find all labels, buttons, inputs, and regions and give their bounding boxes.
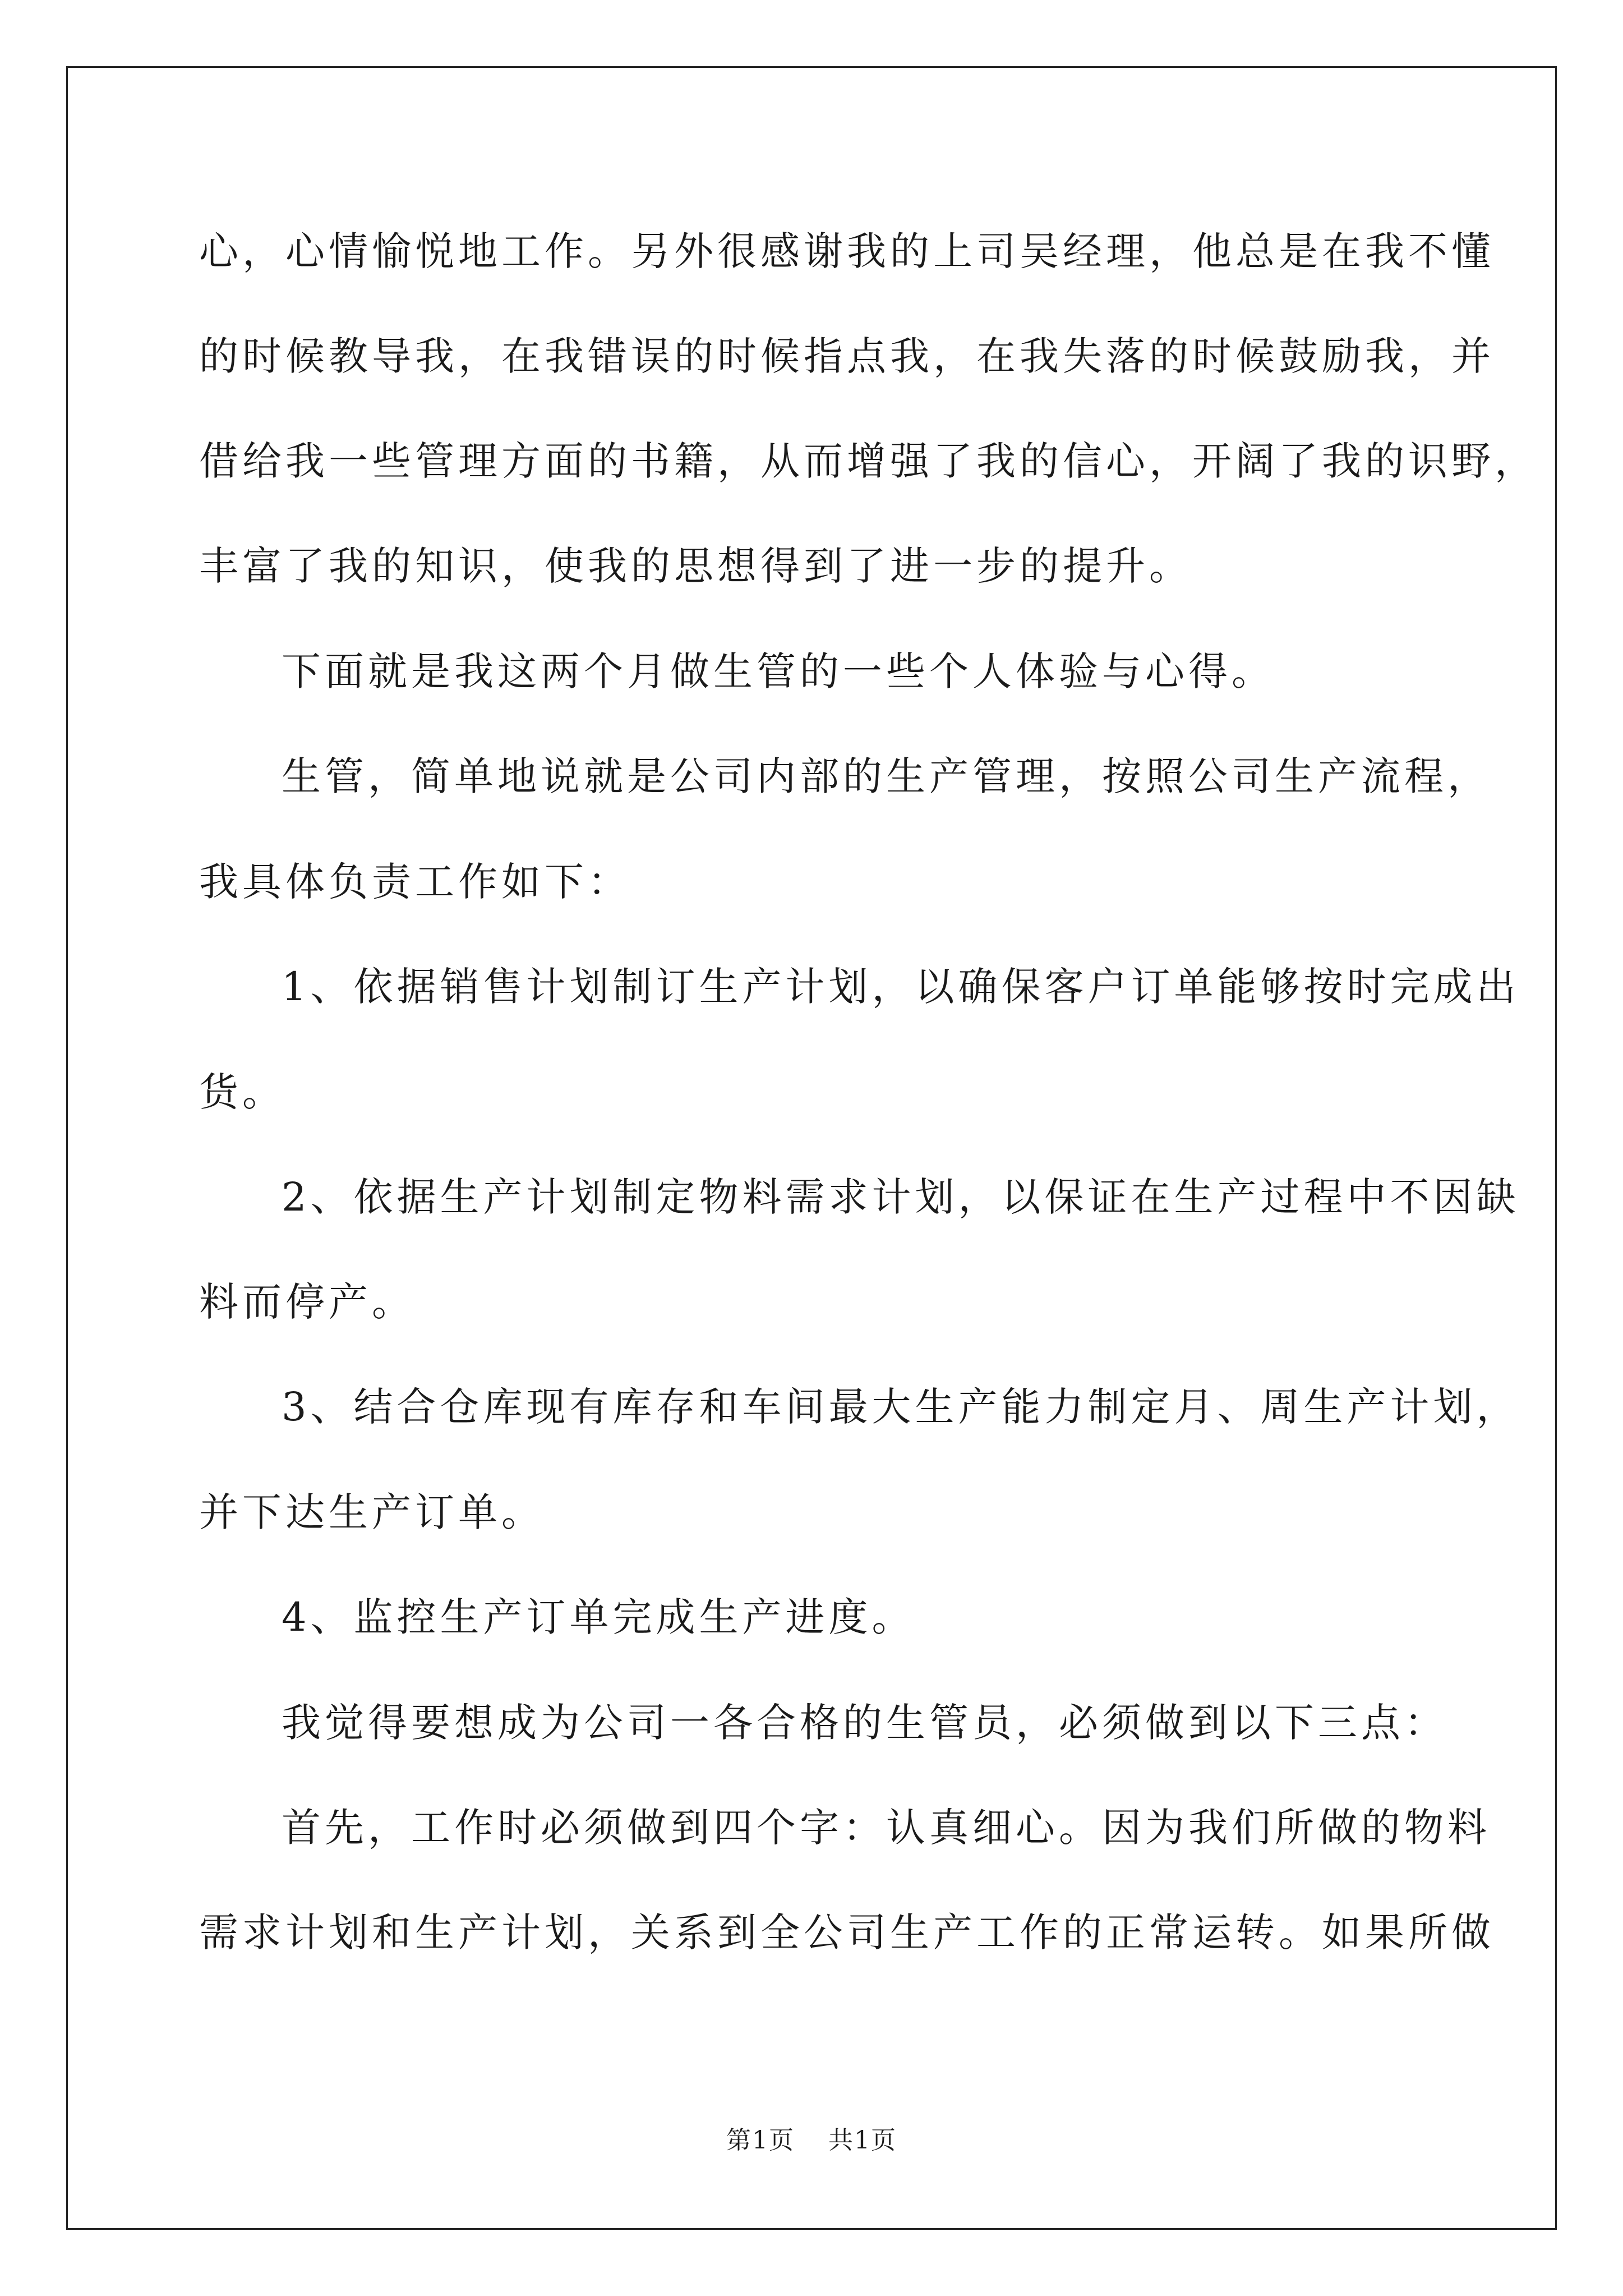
text-line-7: 我具体负责工作如下： — [199, 859, 631, 905]
text-line-2: 的时候教导我，在我错误的时候指点我，在我失落的时候鼓励我，并 — [199, 333, 1495, 379]
text-line-8: 1、依据销售计划制订生产计划，以确保客户订单能够按时完成出 — [282, 964, 1520, 1010]
text-line-10: 2、依据生产计划制定物料需求计划，以保证在生产过程中不因缺 — [282, 1174, 1520, 1220]
text-line-11: 料而停产。 — [199, 1279, 415, 1325]
page-total: 共1页 — [828, 2126, 897, 2155]
text-line-14: 4、监控生产订单完成生产进度。 — [282, 1594, 915, 1640]
text-line-6: 生管，简单地说就是公司内部的生产管理，按照公司生产流程， — [282, 753, 1491, 799]
text-line-12: 3、结合仓库现有库存和车间最大生产能力制定月、周生产计划， — [282, 1384, 1520, 1430]
page-footer — [0, 2128, 1623, 2153]
text-line-3: 借给我一些管理方面的书籍，从而增强了我的信心，开阔了我的识野， — [199, 438, 1538, 484]
text-line-5: 下面就是我这两个月做生管的一些个人体验与心得。 — [282, 648, 1275, 694]
text-line-17: 需求计划和生产计划，关系到全公司生产工作的正常运转。如果所做 — [199, 1910, 1495, 1955]
text-line-1: 心，心情愉悦地工作。另外很感谢我的上司吴经理，他总是在我不懂 — [199, 228, 1495, 274]
page-number: 第1页 — [726, 2126, 795, 2155]
text-line-13: 并下达生产订单。 — [199, 1489, 545, 1535]
text-line-16: 首先，工作时必须做到四个字：认真细心。因为我们所做的物料 — [282, 1805, 1491, 1851]
page-border — [66, 66, 1557, 2230]
text-line-4: 丰富了我的知识，使我的思想得到了进一步的提升。 — [199, 543, 1192, 589]
text-line-15: 我觉得要想成为公司一各合格的生管员，必须做到以下三点： — [282, 1700, 1447, 1746]
text-line-9: 货。 — [199, 1069, 285, 1115]
